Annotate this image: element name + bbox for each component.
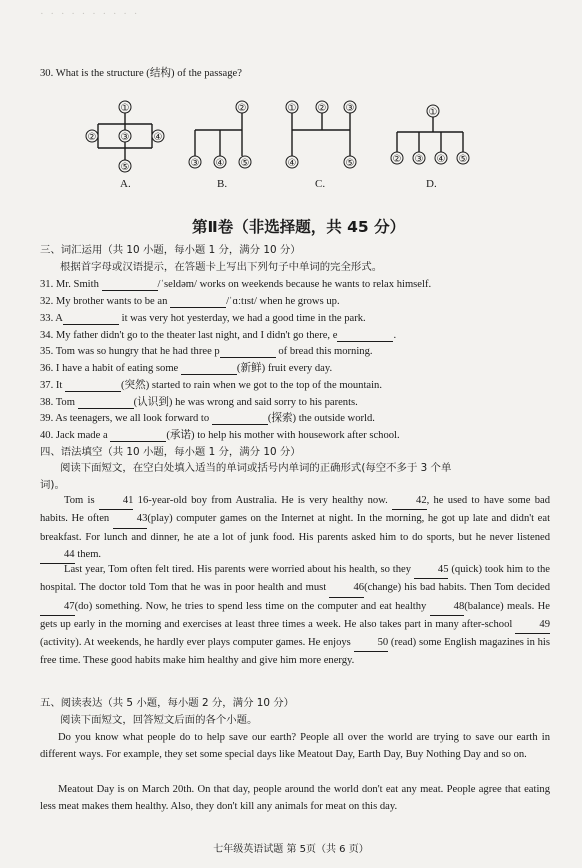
part4-instruction-cont: 词)。 [40, 479, 65, 491]
blank-47: 47 [40, 598, 75, 616]
diag-d-node-3: ③ [414, 154, 424, 165]
diag-c-node-2: ② [317, 103, 327, 114]
diag-b-node-4: ④ [215, 158, 225, 169]
diag-c-node-5: ⑤ [345, 158, 355, 169]
diag-a-node-1: ① [120, 103, 130, 114]
option-c-label: C. [315, 178, 326, 190]
structure-diagram-a [80, 100, 163, 175]
page-footer: 七年级英语试题 第 5页（共 6 页） [213, 844, 369, 855]
diag-b-node-5: ⑤ [240, 158, 250, 169]
grammar-paragraph-1: Tom is 41 16-year-old boy from Australia. He is very healthy now. 42, he used to have some bad habits. He often 43(play) computer games on the Internet at night. In the morning, he got up late and didn't eat breakfast. For lunch and dinner, he ate a lot of junk food. His parents asked him to do sports, but he never listened 44 them. [40, 492, 550, 564]
question-32: 32. My brother wants to be an /ˈɑːtɪst/ when he grows up. [40, 296, 340, 307]
part3-title: 三、词汇运用（共 10 小题，每小题 1 分，满分 10 分） [40, 244, 301, 256]
part4-instruction: 阅读下面短文，在空白处填入适当的单词或括号内单词的正确形式(每空不多于 3 个单 [60, 462, 452, 474]
diag-a-node-4: ④ [153, 132, 163, 143]
blank-46: 46 [329, 579, 364, 597]
question-36: 36. I have a habit of eating some (新鲜) fruit every day. [40, 363, 333, 374]
diag-c-node-4: ④ [287, 158, 297, 169]
diag-d-node-2: ② [392, 154, 402, 165]
question-34: 34. My father didn't go to the theater last night, and I didn't go there, e . [40, 330, 397, 341]
structure-diagram-d [385, 104, 485, 176]
grammar-paragraph-2: Last year, Tom often felt tired. His parents were worried about his health, so they 45 (quick) took him to the hospital. The doctor told Tom that he was in poor health and must 46(change) his bad habits. Then Tom decided 47(do) something. Now, he tries to spend less time on the computer and eat healthy 48(balance) meals. He gets up early in the morning and exercises at least three times a week. He also takes part in many after-school 49(activity). At weekends, he hardly ever plays computer games. He enjoys 50 (read) some English magazines in his free time. These good habits make him healthy and give him more energy. [40, 561, 550, 670]
section-2-title: 第Ⅱ卷（非选择题，共 45 分） [192, 218, 406, 236]
bleed-through-text: · · · · · · · · · · [40, 8, 140, 20]
blank-44: 44 [40, 546, 75, 564]
blank-48: 48 [430, 598, 465, 616]
part3-instruction: 根据首字母或汉语提示，在答题卡上写出下列句子中单词的完全形式。 [60, 261, 383, 273]
diag-d-node-4: ④ [436, 154, 446, 165]
reading-paragraph-2: Meatout Day is on March 20th. On that day, people around the world don't eat any meat. People agree that eating less meat makes them healthy. Also, they don't kill any animals for meat on this day. [40, 784, 550, 813]
question-37: 37. It (突然) started to rain when we got to the top of the mountain. [40, 380, 382, 391]
diag-c-node-1: ① [287, 103, 297, 114]
blank-42: 42 [392, 492, 427, 510]
question-38: 38. Tom (认识到) he was wrong and said sorry to his parents. [40, 397, 358, 408]
diag-d-node-5: ⑤ [458, 154, 468, 165]
question-33: 33. A it was very hot yesterday, we had a good time in the park. [40, 313, 366, 324]
diag-d-node-1: ① [428, 107, 438, 118]
diag-b-node-2: ② [237, 103, 247, 114]
blank-49: 49 [515, 616, 550, 634]
blank-41: 41 [99, 492, 134, 510]
part5-title: 五、阅读表达（共 5 小题，每小题 2 分，满分 10 分） [40, 697, 295, 709]
diag-b-node-3: ③ [190, 158, 200, 169]
blank-50: 50 [354, 634, 389, 652]
question-30: 30. What is the structure (结构) of the passage? [40, 68, 242, 79]
diag-a-node-3: ③ [120, 132, 130, 143]
structure-diagram-b [180, 100, 275, 175]
part4-title: 四、语法填空（共 10 小题，每小题 1 分，满分 10 分） [40, 446, 301, 458]
structure-diagram-c [280, 100, 370, 175]
diag-c-node-3: ③ [345, 103, 355, 114]
part5-instruction: 阅读下面短文，回答短文后面的各个小题。 [60, 714, 258, 726]
question-39: 39. As teenagers, we all look forward to (探索) the outside world. [40, 413, 375, 424]
diag-a-node-5: ⑤ [120, 162, 130, 173]
question-35: 35. Tom was so hungry that he had three p of bread this morning. [40, 346, 373, 357]
option-d-label: D. [426, 178, 437, 190]
option-b-label: B. [217, 178, 228, 190]
question-40: 40. Jack made a (承诺) to help his mother with housework after school. [40, 430, 400, 441]
option-a-label: A. [120, 178, 131, 190]
reading-paragraph-1: Do you know what people do to help save our earth? People all over the world are trying to save our earth in different ways. For example, they set some special days like Meatout Day, Earth Day, Buy Nothing Day and so on. [40, 732, 550, 761]
diag-a-node-2: ② [87, 132, 97, 143]
question-31: 31. Mr. Smith /ˈseldəm/ works on weekends because he wants to relax himself. [40, 279, 432, 290]
blank-45: 45 [414, 561, 449, 579]
blank-43: 43 [113, 510, 148, 528]
